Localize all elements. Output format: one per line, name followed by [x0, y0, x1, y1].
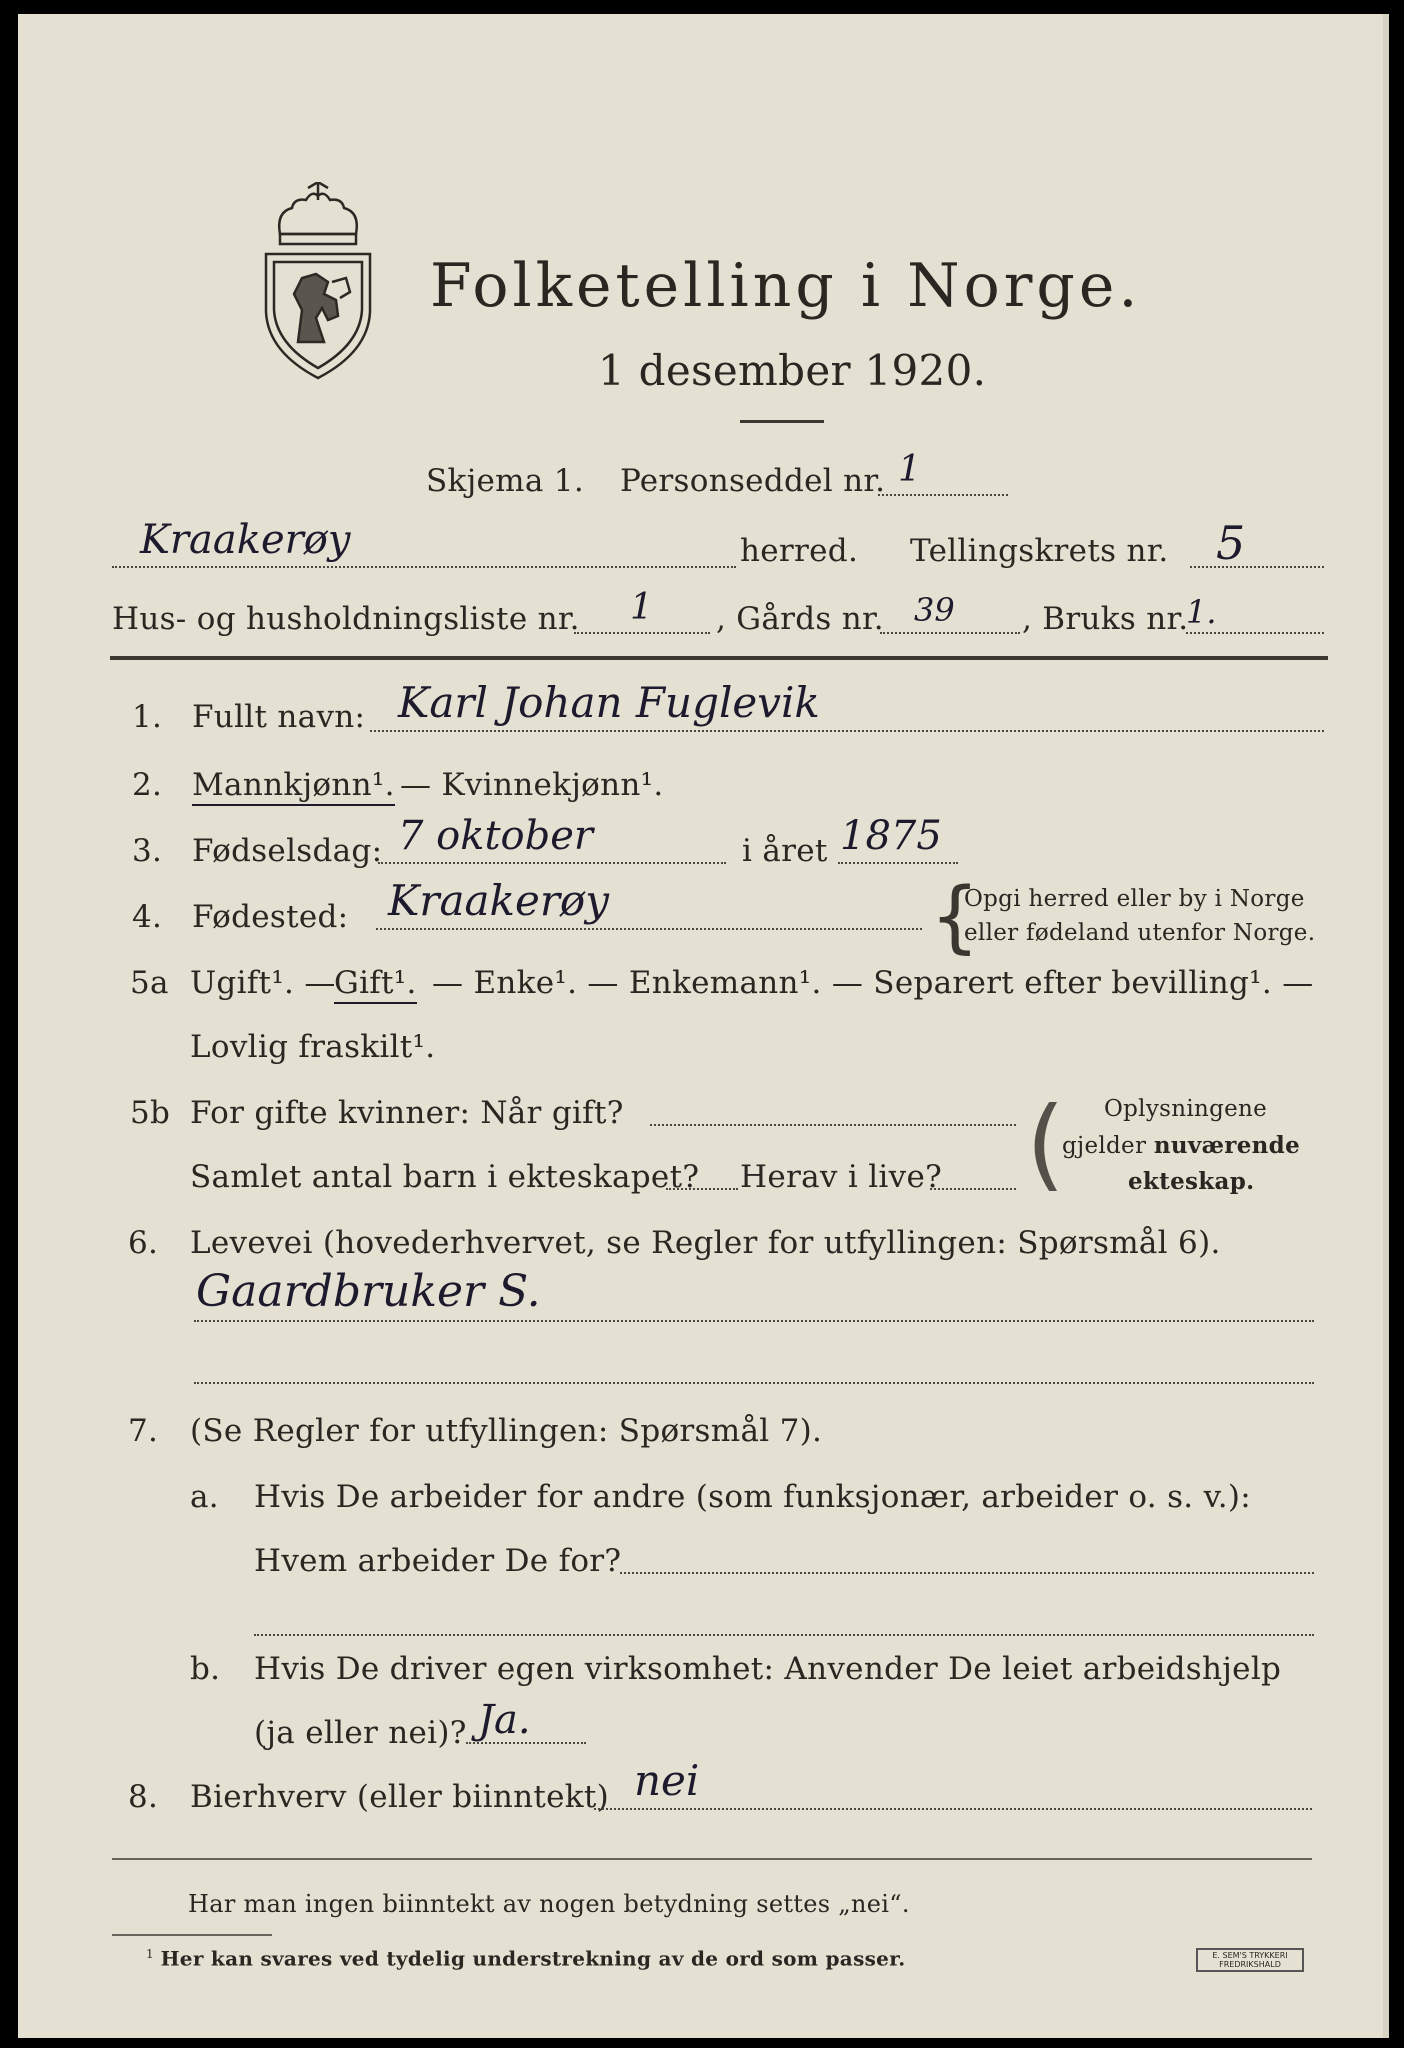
- q5b-children-label: Samlet antal barn i ekteskapet?: [190, 1159, 700, 1195]
- birthday-field[interactable]: [378, 862, 726, 864]
- gards-value: 39: [914, 591, 955, 629]
- gards-label: , Gårds nr.: [716, 601, 884, 637]
- husliste-field[interactable]: [574, 632, 710, 634]
- q8-label: Bierhverv (eller biinntekt): [190, 1779, 610, 1815]
- q5b-line1: For gifte kvinner: Når gift?: [190, 1095, 624, 1131]
- personseddel-label: Personseddel nr.: [620, 463, 886, 499]
- occupation-value: Gaardbruker S.: [196, 1266, 541, 1317]
- sex-male-option[interactable]: Mannkjønn¹.: [192, 770, 395, 806]
- q7-label: (Se Regler for utfyllingen: Spørsmål 7).: [190, 1413, 823, 1449]
- q2-number: 2.: [132, 767, 163, 803]
- q5b-alive-label: Herav i live?: [740, 1159, 943, 1195]
- census-date: 1 desember 1920.: [598, 346, 987, 395]
- bruks-value: 1.: [1186, 593, 1217, 631]
- tellingskrets-value: 5: [1216, 516, 1246, 570]
- q7b-letter: b.: [190, 1651, 221, 1687]
- q5b-number: 5b: [130, 1095, 171, 1131]
- q5b-note-line3: ekteskap.: [1128, 1168, 1255, 1195]
- footer-note: Har man ingen biinntekt av nogen betydning settes „nei“.: [188, 1890, 910, 1918]
- q1-number: 1.: [132, 699, 163, 735]
- husliste-value: 1: [630, 587, 653, 628]
- occupation-field-2[interactable]: [194, 1382, 1314, 1384]
- hired-help-value: Ja.: [478, 1697, 531, 1743]
- printer-stamp-line2: FREDRIKSHALD: [1219, 1960, 1281, 1969]
- married-when-field[interactable]: [650, 1124, 1016, 1126]
- printer-stamp: [1196, 1948, 1304, 1972]
- tellingskrets-label: Tellingskrets nr.: [910, 533, 1169, 569]
- footnote-mark: 1: [146, 1947, 154, 1961]
- personseddel-field[interactable]: [878, 494, 1008, 496]
- status-divorced-option[interactable]: Lovlig fraskilt¹.: [190, 1029, 436, 1065]
- footnote-divider: [112, 1934, 272, 1936]
- herred-value: Kraakerøy: [140, 517, 351, 563]
- q7a-text: Hvis De arbeider for andre (som funksjonær, arbeider o. s. v.):: [254, 1479, 1252, 1515]
- gards-field[interactable]: [880, 632, 1020, 634]
- birth-year-label: i året: [742, 833, 828, 869]
- q4-label: Fødested:: [192, 899, 349, 935]
- q4-number: 4.: [132, 899, 163, 935]
- birth-year-value: 1875: [840, 813, 942, 859]
- sex-female-option[interactable]: — Kvinnekjønn¹.: [400, 767, 664, 803]
- q5b-note-line2b: nuværende: [1153, 1132, 1300, 1159]
- footer-divider: [112, 1858, 1312, 1860]
- employer-field-2[interactable]: [254, 1634, 1314, 1636]
- q8-number: 8.: [128, 1779, 159, 1815]
- footnote-text-a: Her kan svares ved: [160, 1946, 387, 1971]
- coat-of-arms-icon: [258, 182, 378, 382]
- bruks-field[interactable]: [1186, 632, 1324, 634]
- side-income-value: nei: [634, 1756, 700, 1805]
- occupation-field[interactable]: [194, 1320, 1314, 1322]
- children-alive-field[interactable]: [930, 1188, 1016, 1190]
- q6-label: Levevei (hovederhvervet, se Regler for utfyllingen: Spørsmål 6).: [190, 1225, 1221, 1261]
- q4-note-brace: {: [930, 872, 980, 962]
- page-edge: [1383, 14, 1389, 2038]
- q3-number: 3.: [132, 833, 163, 869]
- q7b-text: Hvis De driver egen virksomhet: Anvender De leiet arbeidshjelp: [254, 1651, 1282, 1687]
- q7a-question: Hvem arbeider De for?: [254, 1543, 622, 1579]
- q1-label: Fullt navn:: [192, 699, 366, 735]
- skjema-label: Skjema 1.: [426, 463, 584, 499]
- herred-field[interactable]: [112, 566, 736, 568]
- herred-label: herred.: [740, 533, 859, 569]
- form-title: Folketelling i Norge.: [430, 251, 1142, 321]
- full-name-value: Karl Johan Fuglevik: [398, 678, 820, 727]
- side-income-field[interactable]: [594, 1808, 1312, 1810]
- full-name-field[interactable]: [370, 730, 1324, 732]
- q5b-note-line2a: gjelder: [1062, 1133, 1154, 1159]
- status-unmarried-option[interactable]: Ugift¹. —: [190, 965, 336, 1001]
- q5b-note-brace: (: [1026, 1085, 1066, 1202]
- header-divider: [110, 656, 1328, 660]
- bruks-label: , Bruks nr.: [1022, 601, 1189, 637]
- q4-note-line2: eller fødeland utenfor Norge.: [964, 920, 1316, 946]
- personseddel-value: 1: [898, 449, 921, 490]
- husliste-label: Hus- og husholdningsliste nr.: [112, 601, 580, 637]
- title-divider: [740, 420, 824, 423]
- status-other-options[interactable]: — Enke¹. — Enkemann¹. — Separert efter bevilling¹. —: [432, 965, 1314, 1001]
- q7-number: 7.: [128, 1413, 159, 1449]
- birthplace-value: Kraakerøy: [388, 876, 609, 925]
- printer-stamp-line1: E. SEM'S TRYKKERI: [1212, 1951, 1288, 1960]
- q5b-note-line2: [1062, 1134, 1300, 1158]
- children-total-field[interactable]: [666, 1188, 738, 1190]
- employer-field[interactable]: [620, 1572, 1314, 1574]
- q5b-note-line1: Oplysningene: [1104, 1096, 1268, 1122]
- q6-number: 6.: [128, 1225, 159, 1261]
- birthday-value: 7 oktober: [398, 813, 594, 859]
- q3-label: Fødselsdag:: [192, 833, 383, 869]
- status-married-option[interactable]: Gift¹.: [334, 968, 417, 1004]
- footnote: [146, 1948, 905, 1969]
- footnote-text-b: tydelig understrekning av de ord som passer.: [386, 1946, 906, 1971]
- q7b-question: (ja eller nei)?: [254, 1715, 467, 1751]
- birth-year-field[interactable]: [838, 862, 958, 864]
- q5a-number: 5a: [130, 965, 169, 1001]
- q7a-letter: a.: [190, 1479, 219, 1515]
- tellingskrets-field[interactable]: [1190, 566, 1324, 568]
- birthplace-field[interactable]: [376, 928, 922, 930]
- q4-note-line1: Opgi herred eller by i Norge: [964, 886, 1305, 912]
